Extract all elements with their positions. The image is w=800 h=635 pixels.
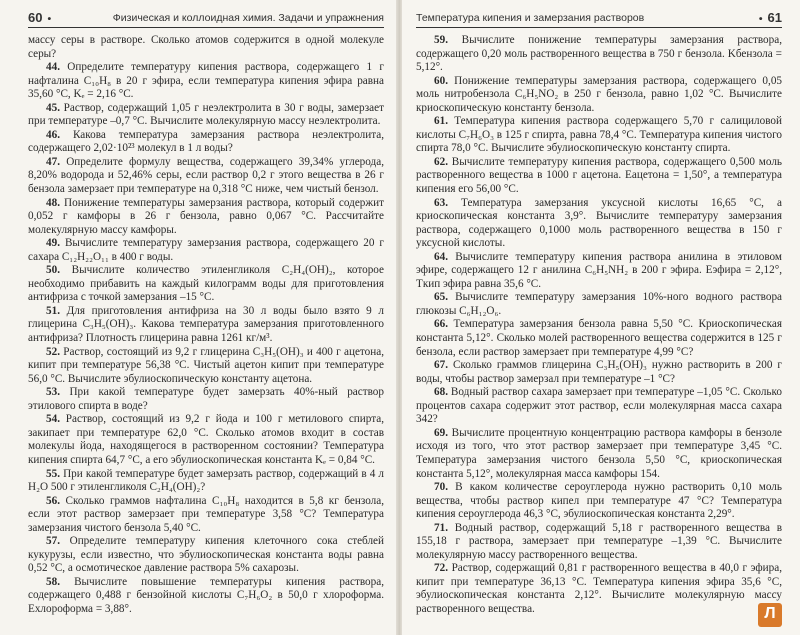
right-running-head [416,8,782,28]
problem-paragraph [416,318,782,359]
problem-paragraph [416,291,782,318]
problem-paragraph [28,156,384,197]
problem-number: 69. [434,426,448,439]
problem-number: 66. [434,318,448,331]
left-running-title: Физическая и коллоидная химия. Задачи и упражнения [112,12,384,24]
problem-text: Температура замерзания уксусной кислоты 16,65 °C, а криоскопическая константа 3,9°. Вычислите температуру замерзания раствора, содержащего 0,1000 моль растворенного вещества в 150 г уксусной кислоты. [416,196,783,250]
problem-text: Понижение температуры замерзания раствора, который содержит 0,052 г камфоры в 26 г бензола, равно 0,067 °C. Рассчитайте молекулярную массу камфоры. [28,196,385,236]
problem-text: Температура замерзания бензола равна 5,50 °C. Криоскопическая константа 5,12°. Сколько молей растворенного вещества содержится в 125 г бензола, если раствор замерзает при температуре 4,99 °C? [416,318,783,358]
problem-number: 54. [46,413,60,426]
problem-number: 72. [434,562,448,575]
problem-number: 63. [434,196,448,209]
publisher-logo-icon [758,603,782,627]
problem-text: Определите температуру кипения клеточного сока стеблей кукурузы, если известно, что эбулиоскопическая константа воды равна 0,52 °C, а осмотическое давление раствора 5% сахарозы. [28,535,384,575]
problem-number: 55. [46,467,60,480]
problem-text: Водный раствор сахара замерзает при температуре –1,05 °C. Сколько процентов сахара содержит этот раствор, если молекулярная масса сахара 342? [416,386,782,426]
left-page [0,0,398,635]
problem-text: Температура кипения раствора содержащего 5,70 г салициловой кислоты C₇H₆O₃ в 125 г спирта, равна 78,4 °C. Температура кипения чистого спирта 78,0 °C. Вычислите эбулиоскопическую константу спирта. [416,115,783,155]
problem-paragraph [416,481,782,522]
problem-text: Раствор, состоящий из 9,2 г глицерина C₃H₅(OH)₃ и 400 г ацетона, кипит при температуре 56,38 °C. Чистый ацетон кипит при температуре 56,0 °C. Вычислите эбулиоскопическую константу ацетона. [28,345,384,385]
problem-paragraph [416,562,782,616]
problem-paragraph [416,156,782,197]
problem-text: Вычислите температуру замерзания раствора, содержащего 20 г сахара C₁₂H₂₂O₁₁ в 400 г воды. [28,237,384,263]
problem-text: Определите формулу вещества, содержащего 39,34% углерода, 8,20% водорода и 52,46% серы, если раствор 0,2 г этого вещества в 26 г бензола замерзает при температуре на 0,318 °C ниже, чем чистый бензол. [28,155,384,196]
problem-number: 57. [46,535,60,548]
problem-paragraph [28,197,384,238]
problem-text: массу серы в растворе. Сколько атомов содержится в одной молекуле серы? [28,34,384,60]
problem-paragraph [28,61,384,102]
problem-text: Раствор, содержащий 1,05 г неэлектролита в 30 г воды, замерзает при температуре –0,7 °C. Вычислите молекулярную массу неэлектролита. [28,101,384,128]
problem-paragraph [416,197,782,251]
problem-text: При какой температуре будет замерзать 40%-ный раствор этилового спирта в воде? [28,386,384,412]
problem-text: Вычислите температуру кипения раствора анилина в этиловом эфире, содержащего 12 г анилина C₆H₅NH₂ в 200 г эфира. Eэфира = 2,12°, Tкип эфира равна 35,6 °C. [416,250,782,290]
problem-text: Сколько граммов нафталина C₁₀H₈ находится в 5,8 кг бензола, если этот раствор замерзает при температуре 3,58 °C? Температура замерзания чистого бензола 5,40 °C. [28,494,384,534]
problem-text: Вычислите количество этиленгликоля C₂H₄(OH)₂, которое необходимо прибавить на каждый килограмм воды для приготовления антифриза с точкой замерзания –15 °C. [28,264,384,304]
problem-paragraph [28,129,384,156]
problem-text: Вычислите процентную концентрацию раствора камфоры в бензоле исходя из того, что этот раствор замерзает при температуре 3,45 °C. Температура замерзания чистого бензола 5,50 °C, криоскопическая константа 5,12°, молекулярная масса камфоры 154. [416,426,782,480]
right-page-text [416,34,782,617]
problem-text: Раствор, состоящий из 9,2 г йода и 100 г метилового спирта, закипает при температуре 62,0 °C. Сколько атомов входит в состав молекулы йода, находящегося в растворенном состоянии? Температура кипения спирта 64,7 °C, а его эбулиоскопическая константа Kₑ = 0,84 °C. [28,413,384,466]
bullet-icon: • [758,13,763,25]
problem-text: Какова температура замерзания раствора неэлектролита, содержащего 2,02·10²³ молекул в 1 л воды? [28,128,384,155]
problem-number: 50. [46,264,60,277]
problem-text: Понижение температуры замерзания раствора, содержащего 0,05 моль нитробензола C₆H₅NO₂ в 250 г бензола, равно 1,02 °C. Вычислите криоскопическую константу бензола. [416,74,783,114]
problem-number: 64. [434,250,448,263]
problem-number: 44. [46,61,60,74]
problem-paragraph [416,427,782,481]
problem-number: 71. [434,521,448,534]
bullet-icon: • [47,13,52,25]
problem-paragraph [28,305,384,346]
problem-text: Вычислите температуру кипения раствора, содержащего 0,500 моль растворенного вещества в 1000 г ацетона. Eацетона = 1,50°, а температура кипения его 56,00 °C. [416,155,783,196]
problem-paragraph [28,264,384,305]
problem-number: 51. [46,304,60,317]
problem-number: 47. [46,155,60,168]
problem-paragraph [28,34,384,61]
left-page-number: 60 [28,10,43,25]
problem-number: 59. [434,34,448,46]
problem-paragraph [28,102,384,129]
problem-number: 48. [46,196,60,209]
right-page-number: 61 [767,10,782,25]
problem-number: 52. [46,345,60,358]
problem-text: Раствор, содержащий 0,81 г растворенного вещества в 40,0 г эфира, кипит при температуре 36,13 °C. Температура кипения эфира 35,6 °C, эбулиоскопическая константа 2,12°. Вычислите молекулярную массу растворенного вещества. [416,562,782,615]
problem-paragraph [28,468,384,495]
problem-paragraph [416,386,782,427]
problem-number: 45. [46,101,60,114]
left-running-head [28,8,384,28]
problem-paragraph [416,115,782,156]
problem-number: 56. [46,494,60,507]
problem-number: 60. [434,74,448,87]
problem-number: 49. [46,237,60,250]
problem-paragraph [416,75,782,116]
problem-number: 70. [434,481,448,494]
problem-paragraph [28,576,384,617]
problem-number: 53. [46,386,60,399]
problem-text: Для приготовления антифриза на 30 л воды было взято 9 л глицерина C₃H₅(OH)₃. Какова температура замерзания приготовленного антифриза? Плотность глицерина равна 1261 кг/м³. [28,304,384,345]
problem-text: Определите температуру кипения раствора, содержащего 1 г нафталина C₁₀H₈ в 20 г эфира, если температура кипения эфира равна 35,60 °C, Kₑ = 2,16 °C. [28,61,385,101]
problem-text: В каком количестве сероуглерода нужно растворить 0,10 моль вещества, чтобы раствор кипел при температуре 47 °C? Температура кипения сероуглерода 46,3 °C, эбулиоскопическая константа 2,29°. [416,481,782,521]
problem-number: 62. [434,155,448,168]
problem-number: 61. [434,115,448,128]
right-running-title: Температура кипения и замерзания растворов [416,12,645,24]
problem-text: Вычислите повышение температуры кипения раствора, содержащего 0,488 г бензойной кислоты C₇H₆O₂ в 50,0 г хлороформа. Eхлороформа = 3,88°. [28,575,384,615]
problem-paragraph [28,237,384,264]
left-page-text [28,34,384,617]
problem-number: 67. [434,359,448,372]
problem-paragraph [28,495,384,536]
problem-paragraph [416,34,782,75]
problem-number: 65. [434,291,448,304]
problem-paragraph [28,535,384,576]
problem-paragraph [28,413,384,467]
problem-number: 46. [46,128,60,141]
problem-number: 68. [434,386,448,399]
problem-paragraph [416,359,782,386]
problem-paragraph [416,251,782,292]
problem-text: Вычислите температуру замерзания 10%-ного водного раствора глюкозы C₆H₁₂O₆. [416,291,783,317]
problem-text: Сколько граммов глицерина C₃H₅(OH)₃ нужно растворить в 200 г воды, чтобы раствор замерзал при температуре –1 °C? [416,359,783,385]
right-page [402,0,800,635]
problem-text: Вычислите понижение температуры замерзания раствора, содержащего 0,20 моль растворенного вещества в 750 г бензола. Kбензола = 5,12°. [416,34,782,74]
problem-paragraph [416,522,782,563]
problem-paragraph [28,346,384,387]
problem-text: Водный раствор, содержащий 5,18 г растворенного вещества в 155,18 г раствора, замерзает при температуре –1,39 °C. Вычислите молекулярную массу растворенного вещества. [416,521,783,561]
problem-paragraph [28,386,384,413]
problem-text: При какой температуре будет замерзать раствор, содержащий в 4 л H₂O 500 г этиленгликоля C₂H₄(OH)₂? [28,467,385,494]
problem-number: 58. [46,575,60,588]
